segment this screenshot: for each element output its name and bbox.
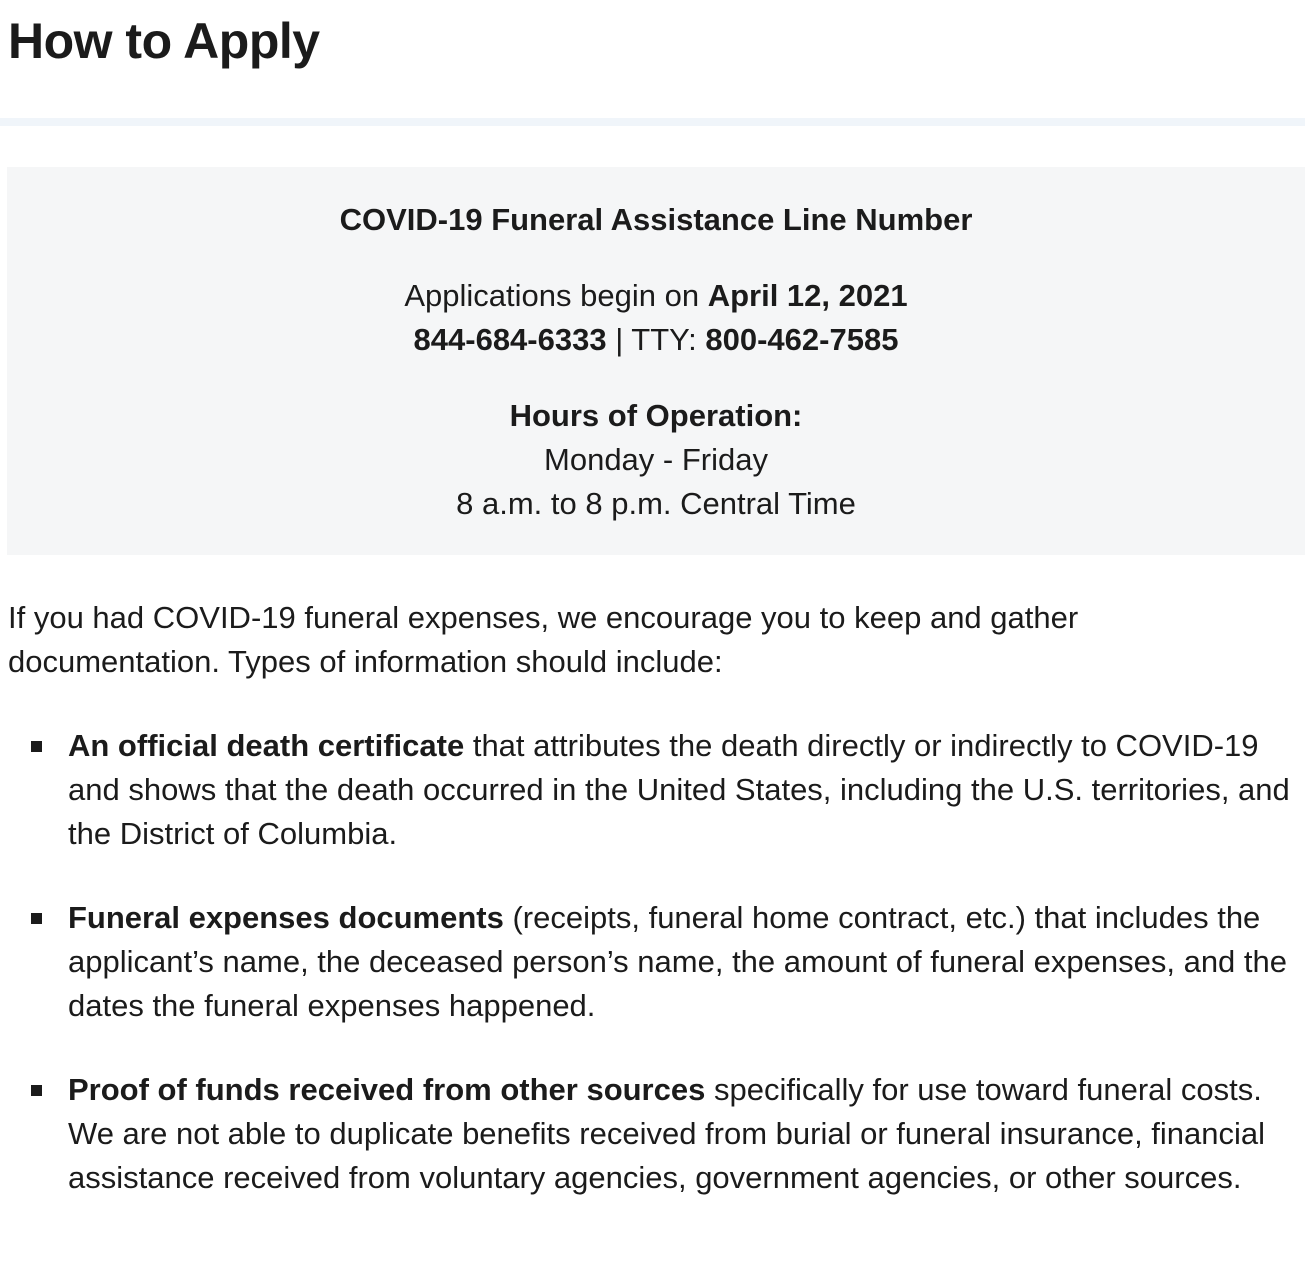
section-divider [0, 118, 1305, 126]
item-text: (receipts, funeral home contract, etc.) that includes the applicant’s name, the deceased person’s name, the amount of funeral expenses, and the dates the funeral expenses happened. [68, 900, 1288, 1023]
list-item [0, 896, 1305, 1028]
applications-prefix: Applications begin on [404, 278, 708, 313]
tty-number[interactable]: 800-462-7585 [705, 322, 899, 357]
item-bold-text: An official death certificate [68, 728, 465, 763]
applications-start [7, 274, 1305, 318]
callout-title: COVID-19 Funeral Assistance Line Number [339, 202, 973, 237]
item-bold-text: Funeral expenses documents [68, 900, 504, 935]
operation-days: Monday - Friday [544, 442, 768, 477]
operation-hours: 8 a.m. to 8 p.m. Central Time [456, 486, 856, 521]
hours-title: Hours of Operation: [509, 398, 803, 433]
intro-paragraph: If you had COVID-19 funeral expenses, we encourage you to keep and gather documentation. Types of information should include: [8, 600, 1079, 679]
documentation-list [0, 724, 1305, 1240]
tty-separator: | TTY: [606, 322, 706, 357]
page-title: How to Apply [8, 13, 320, 69]
list-item [0, 1068, 1305, 1200]
square-bullet-icon [31, 913, 42, 924]
applications-date: April 12, 2021 [707, 278, 908, 313]
assistance-line-callout [7, 167, 1305, 555]
phone-numbers [7, 318, 1305, 362]
item-bold-text: Proof of funds received from other sources [68, 1072, 706, 1107]
list-item [0, 724, 1305, 856]
phone-number[interactable]: 844-684-6333 [413, 322, 607, 357]
item-text: that attributes the death directly or indirectly to COVID-19 and shows that the death occurred in the United States, including the U.S. territories, and the District of Columbia. [68, 728, 1290, 851]
square-bullet-icon [31, 1085, 42, 1096]
item-text: specifically for use toward funeral costs. We are not able to duplicate benefits received from burial or funeral insurance, financial assistance received from voluntary agencies, government agencies, or other sources. [68, 1072, 1266, 1195]
square-bullet-icon [31, 741, 42, 752]
